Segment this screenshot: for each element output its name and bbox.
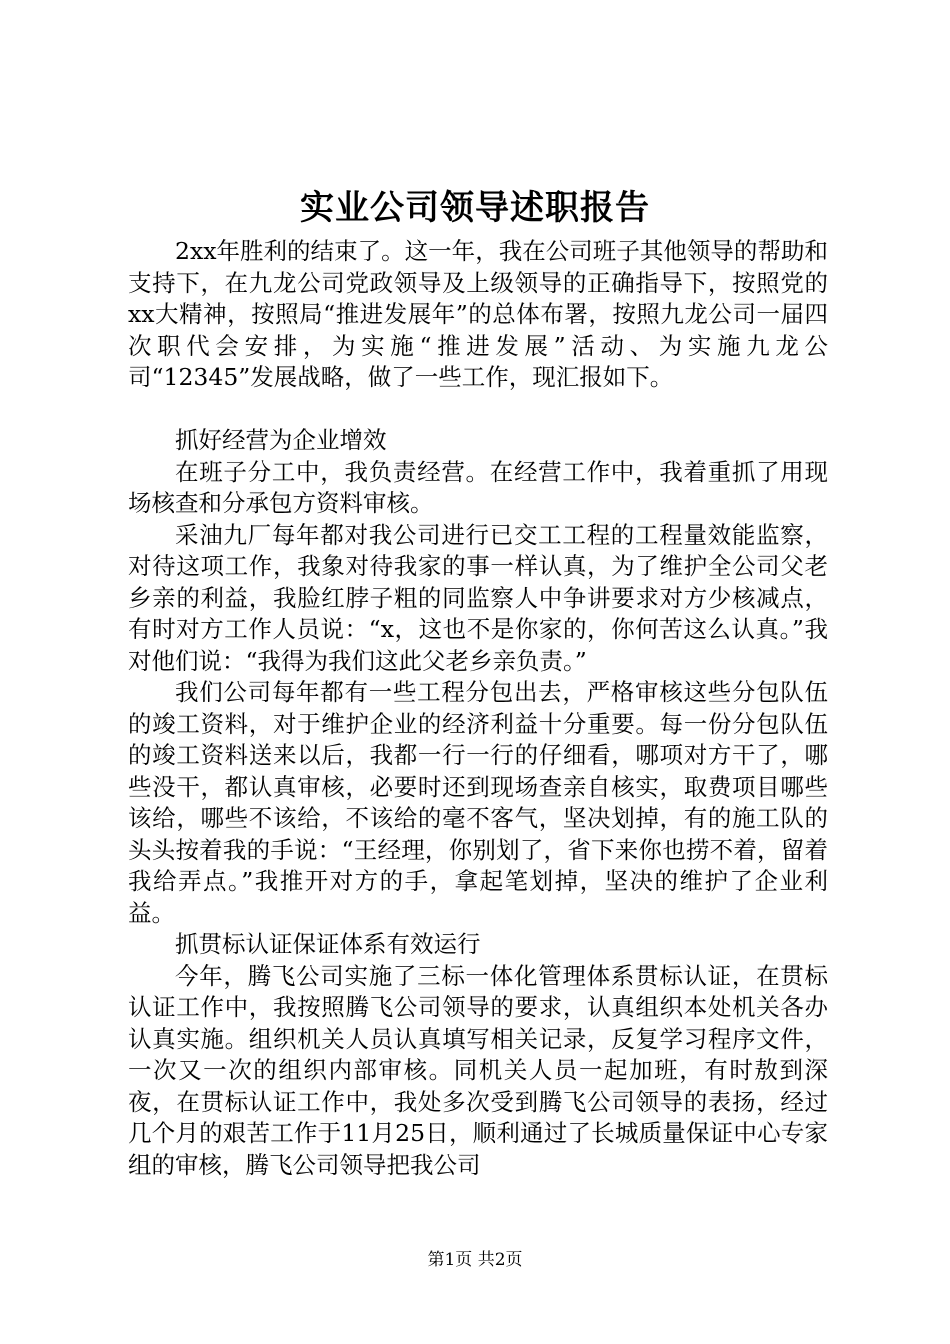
paragraph: 今年，腾飞公司实施了三标一体化管理体系贯标认证，在贯标认证工作中，我按照腾飞公司领导的要求，认真组织本处机关各办认真实施。组织机关人员认真填写相关记录，反复学习程序文件，一次又一次的组织内部审核。同机关人员一起加班，有时敖到深夜，在贯标认证工作中，我处多次受到腾飞公司领导的表扬，经过几个月的艰苦工作于11月25日，顺利通过了长城质量保证中心专家组的审核，腾飞公司领导把我公司 xyxy=(128,961,828,1179)
section-heading-business: 抓好经营为企业增效 xyxy=(175,426,387,454)
paragraph: 在班子分工中，我负责经营。在经营工作中，我着重抓了用现场核查和分承包方资料审核。 xyxy=(128,457,828,517)
section-heading-certification: 抓贯标认证保证体系有效运行 xyxy=(175,930,481,958)
document-title: 实业公司领导述职报告 xyxy=(300,188,650,228)
paragraph-intro: 2xx年胜利的结束了。这一年，我在公司班子其他领导的帮助和支持下，在九龙公司党政领导及上级领导的正确指导下，按照党的xx大精神，按照局“推进发展年”的总体布署，按照九龙公司一届四次职代会安排，为实施“推进发展”活动、为实施九龙公司“12345”发展战略，做了一些工作，现汇报如下。 xyxy=(128,237,828,391)
paragraph: 采油九厂每年都对我公司进行已交工工程的工程量效能监察，对待这项工作，我象对待我家的事一样认真，为了维护全公司父老乡亲的利益，我脸红脖子粗的同监察人中争讲要求对方少核减点，有时对方工作人员说：“x，这也不是你家的，你何苦这么认真。”我对他们说：“我得为我们这此父老乡亲负责。” xyxy=(128,520,828,675)
paragraph: 我们公司每年都有一些工程分包出去，严格审核这些分包队伍的竣工资料，对于维护企业的经济利益十分重要。每一份分包队伍的竣工资料送来以后，我都一行一行的仔细看，哪项对方干了，哪些没干，都认真审核，必要时还到现场查亲自核实，取费项目哪些该给，哪些不该给，不该给的毫不客气，坚决划掉，有的施工队的头头按着我的手说：“王经理，你别划了，省下来你也捞不着，留着我给弄点。”我推开对方的手，拿起笔划掉，坚决的维护了企业利益。 xyxy=(128,678,828,927)
page-footer: 第1页 共2页 xyxy=(427,1250,523,1270)
document-body xyxy=(128,236,828,1181)
